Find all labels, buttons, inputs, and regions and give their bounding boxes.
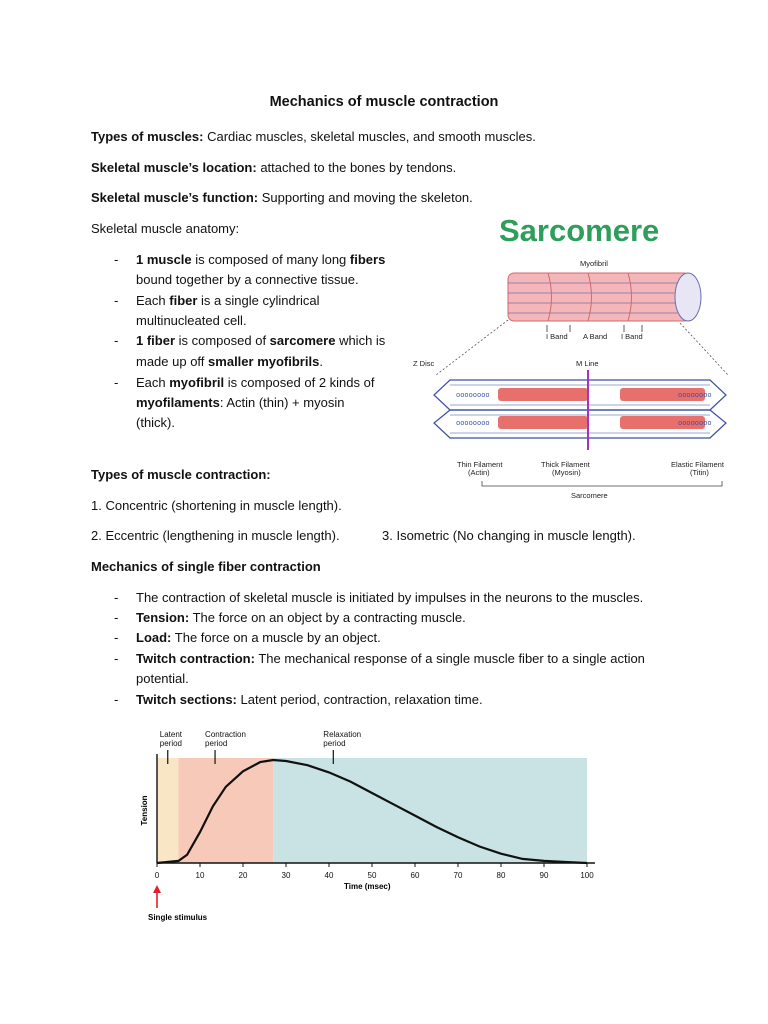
list-bullet: - xyxy=(114,651,119,666)
region-label: Latent xyxy=(159,730,182,739)
x-ticks xyxy=(155,863,594,880)
list-item xyxy=(136,250,385,270)
iband-label-1: I Band xyxy=(546,332,568,341)
region-band xyxy=(179,758,274,863)
item-text: : Actin (thin) + myosin xyxy=(219,395,345,410)
item-text: is composed of xyxy=(175,333,270,348)
y-axis-label: Tension xyxy=(140,795,149,826)
bold-term: myofibril xyxy=(169,375,225,390)
types-of-muscles-label: Types of muscles: xyxy=(91,129,204,144)
list-item-cont: bound together by a connective tissue. xyxy=(136,272,359,287)
item-text: Latent period, contraction, relaxation time. xyxy=(236,692,483,707)
contraction-type-2: 2. Eccentric (lengthening in muscle length). xyxy=(91,528,340,543)
item-text: is composed of many long xyxy=(191,252,350,267)
x-tick-label: 80 xyxy=(496,871,506,880)
item-text: made up off xyxy=(136,354,209,369)
bold-term: 1 fiber xyxy=(136,333,176,348)
list-item xyxy=(136,373,374,393)
bold-term: fibers xyxy=(349,252,386,267)
contraction-types-heading: Types of muscle contraction: xyxy=(91,467,271,482)
svg-text:oooooooo: oooooooo xyxy=(678,420,712,428)
list-item-cont: (thick). xyxy=(136,415,175,430)
myofibril-cylinder xyxy=(508,273,701,321)
list-bullet: - xyxy=(114,293,119,308)
bold-term: 1 muscle xyxy=(136,252,192,267)
list-bullet: - xyxy=(114,590,119,605)
bold-term: sarcomere xyxy=(269,333,336,348)
elastic-filament-sub: (Titin) xyxy=(690,468,709,477)
x-tick-label: 90 xyxy=(539,871,549,880)
svg-text:oooooooo: oooooooo xyxy=(456,420,490,428)
types-of-muscles-text: Cardiac muscles, skeletal muscles, and smooth muscles. xyxy=(203,129,536,144)
anatomy-heading: Skeletal muscle anatomy: xyxy=(91,221,240,236)
item-text: Each xyxy=(136,293,170,308)
list-item-cont: multinucleated cell. xyxy=(136,313,247,328)
list-item-cont: potential. xyxy=(136,671,189,686)
region-label: Relaxation xyxy=(323,730,362,739)
mline-label: M Line xyxy=(576,359,599,368)
x-tick-label: 100 xyxy=(580,871,594,880)
thin-filament-sub: (Actin) xyxy=(468,468,490,477)
bold-term: Twitch contraction: xyxy=(136,651,255,666)
item-text: is composed of 2 kinds of xyxy=(224,375,375,390)
sarcomere-diagram xyxy=(410,205,740,505)
bold-term: smaller myofibrils xyxy=(208,354,320,369)
item-text: The force on an object by a contracting muscle. xyxy=(189,610,466,625)
list-item-cont xyxy=(136,352,323,372)
iband-label-2: I Band xyxy=(621,332,643,341)
stimulus-arrowhead xyxy=(153,885,161,893)
bold-term: Load: xyxy=(136,630,172,645)
myofibril-label: Myofibril xyxy=(580,259,608,268)
location-text: attached to the bones by tendons. xyxy=(256,160,457,175)
list-item-cont xyxy=(136,393,344,413)
list-bullet: - xyxy=(114,252,119,267)
zdisc-label: Z Disc xyxy=(413,359,435,368)
stimulus-arrow xyxy=(153,885,161,908)
svg-text:oooooooo: oooooooo xyxy=(456,392,490,400)
list-item xyxy=(136,291,320,311)
list-bullet: - xyxy=(114,610,119,625)
contraction-type-3: 3. Isometric (No changing in muscle length). xyxy=(382,528,636,543)
sarcomere-title: Sarcomere xyxy=(499,213,660,248)
sarcomere-span-label: Sarcomere xyxy=(571,491,608,500)
types-of-muscles xyxy=(91,127,536,147)
thick-filament-label: Thick Filament xyxy=(541,460,590,469)
aband-label: A Band xyxy=(583,332,608,341)
bold-term: Twitch sections: xyxy=(136,692,237,707)
item-text: is a single cylindrical xyxy=(197,293,320,308)
list-item xyxy=(136,628,381,648)
item-text: . xyxy=(319,354,323,369)
region-band xyxy=(273,758,587,863)
x-tick-label: 30 xyxy=(281,871,291,880)
bold-term: Tension: xyxy=(136,610,190,625)
sarcomere-detail xyxy=(434,370,726,450)
thin-filament-label: Thin Filament xyxy=(457,460,503,469)
twitch-chart xyxy=(130,722,610,927)
contraction-type-1: 1. Concentric (shortening in muscle length). xyxy=(91,498,342,513)
x-tick-label: 10 xyxy=(195,871,205,880)
list-bullet: - xyxy=(114,375,119,390)
svg-text:oooooooo: oooooooo xyxy=(678,392,712,400)
x-tick-label: 50 xyxy=(367,871,377,880)
list-item: The contraction of skeletal muscle is initiated by impulses in the neurons to the muscles. xyxy=(136,590,644,605)
x-tick-label: 70 xyxy=(453,871,463,880)
stimulus-label: Single stimulus xyxy=(148,913,208,922)
page-title: Mechanics of muscle contraction xyxy=(269,94,499,110)
chart-regions xyxy=(157,758,587,863)
list-item xyxy=(136,608,466,628)
item-text: Each xyxy=(136,375,170,390)
x-tick-label: 60 xyxy=(410,871,420,880)
bold-term: fiber xyxy=(169,293,198,308)
function-label: Skeletal muscle’s function: xyxy=(91,190,259,205)
list-bullet: - xyxy=(114,692,119,707)
single-fiber-heading: Mechanics of single fiber contraction xyxy=(91,559,321,574)
x-tick-label: 20 xyxy=(238,871,248,880)
item-text: which is xyxy=(335,333,386,348)
list-bullet: - xyxy=(114,630,119,645)
region-label: period xyxy=(205,739,228,748)
list-item xyxy=(136,690,483,710)
region-label: Contraction xyxy=(205,730,246,739)
region-label: period xyxy=(159,739,182,748)
item-text: The mechanical response of a single muscle fiber to a single action xyxy=(254,651,645,666)
elastic-filament-label: Elastic Filament xyxy=(671,460,724,469)
region-label: period xyxy=(323,739,346,748)
bold-term: myofilaments xyxy=(136,395,220,410)
muscle-location xyxy=(91,158,456,178)
x-tick-label: 0 xyxy=(154,871,160,880)
function-text: Supporting and moving the skeleton. xyxy=(258,190,473,205)
region-band xyxy=(157,758,179,863)
list-item xyxy=(136,649,645,669)
x-tick-label: 40 xyxy=(324,871,334,880)
item-text: The force on a muscle by an object. xyxy=(171,630,381,645)
x-axis-label: Time (msec) xyxy=(344,882,391,891)
list-item xyxy=(136,331,385,351)
list-bullet: - xyxy=(114,333,119,348)
location-label: Skeletal muscle’s location: xyxy=(91,160,257,175)
thick-filament-sub: (Myosin) xyxy=(552,468,581,477)
